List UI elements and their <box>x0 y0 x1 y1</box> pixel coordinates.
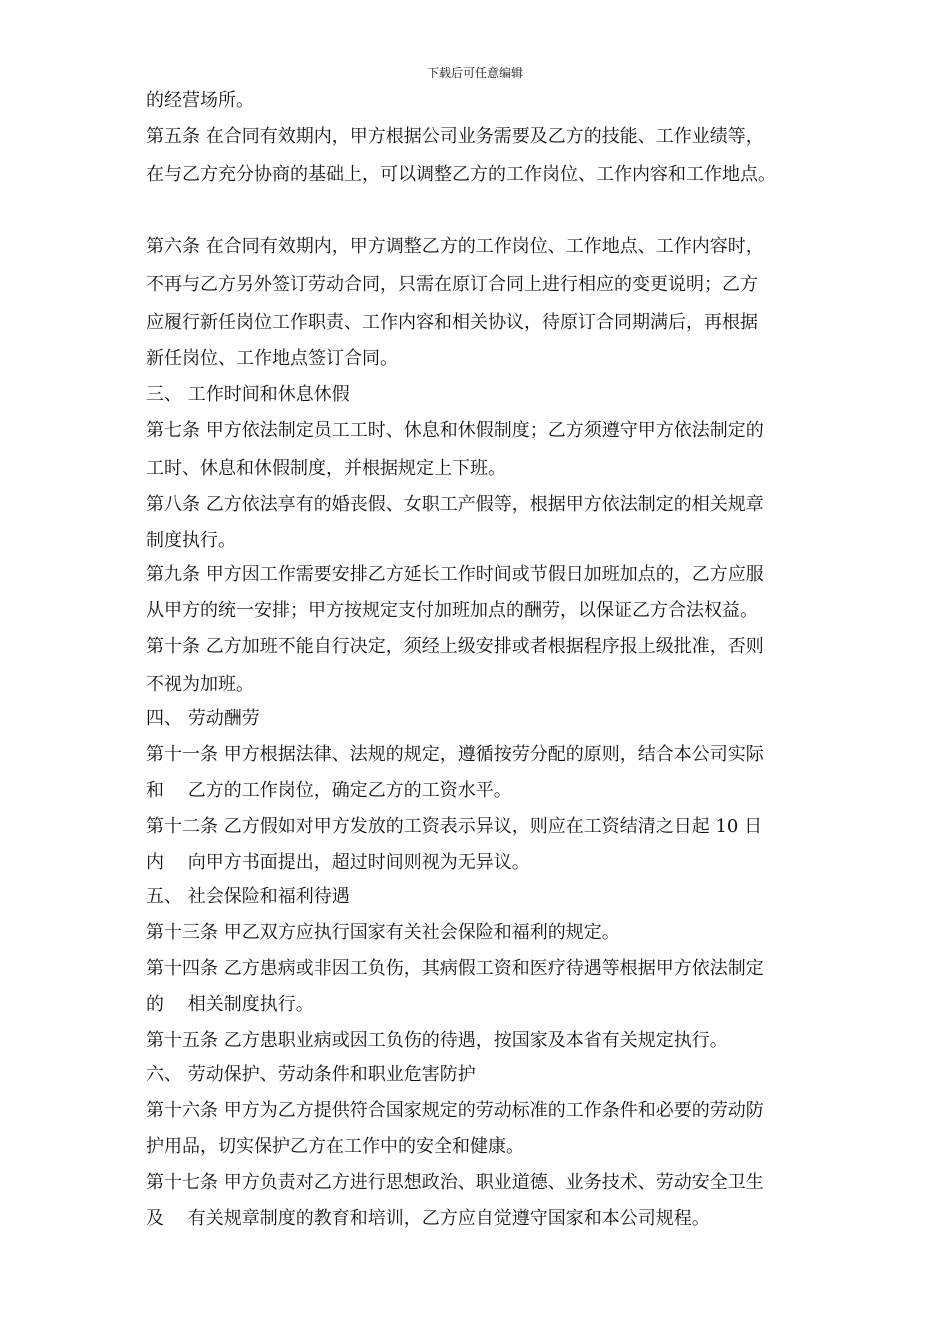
text-line: 的 相关制度执行。 <box>146 994 314 1015</box>
text-line: 第六条 在合同有效期内，甲方调整乙方的工作岗位、工作地点、工作内容时， <box>146 236 764 257</box>
text-line: 第五条 在合同有效期内，甲方根据公司业务需要及乙方的技能、工作业绩等， <box>146 126 764 147</box>
text-line: 的经营场所。 <box>146 90 254 111</box>
text-line: 不再与乙方另外签订劳动合同，只需在原订合同上进行相应的变更说明；乙方 <box>146 274 758 295</box>
text-line: 第八条 乙方依法享有的婚丧假、女职工产假等，根据甲方依法制定的相关规章 <box>146 494 764 515</box>
text-line: 从甲方的统一安排；甲方按规定支付加班加点的酬劳，以保证乙方合法权益。 <box>146 600 758 621</box>
text-line: 新任岗位、工作地点签订合同。 <box>146 348 398 369</box>
text-line: 第十二条 乙方假如对甲方发放的工资表示异议，则应在工资结清之日起 10 日 <box>146 816 763 837</box>
text-line: 第十六条 甲方为乙方提供符合国家规定的劳动标准的工作条件和必要的劳动防 <box>146 1100 764 1121</box>
section-heading: 三、 工作时间和休息休假 <box>146 384 350 405</box>
text-line: 应履行新任岗位工作职责、工作内容和相关协议，待原订合同期满后，再根据 <box>146 312 758 333</box>
text-line: 第十七条 甲方负责对乙方进行思想政治、职业道德、业务技术、劳动安全卫生 <box>146 1172 764 1193</box>
text-line: 制度执行。 <box>146 530 236 551</box>
text-line: 护用品，切实保护乙方在工作中的安全和健康。 <box>146 1136 524 1157</box>
text-line: 不视为加班。 <box>146 674 254 695</box>
section-heading: 五、 社会保险和福利待遇 <box>146 886 350 907</box>
text-line: 第九条 甲方因工作需要安排乙方延长工作时间或节假日加班加点的，乙方应服 <box>146 564 764 585</box>
text-line: 第十四条 乙方患病或非因工负伤，其病假工资和医疗待遇等根据甲方依法制定 <box>146 958 764 979</box>
text-line: 内 向甲方书面提出，超过时间则视为无异议。 <box>146 852 530 873</box>
text-line: 第十条 乙方加班不能自行决定，须经上级安排或者根据程序报上级批准，否则 <box>146 636 764 657</box>
section-heading: 六、 劳动保护、劳动条件和职业危害防护 <box>146 1064 476 1085</box>
text-line: 第十一条 甲方根据法律、法规的规定，遵循按劳分配的原则，结合本公司实际 <box>146 744 764 765</box>
text-line: 及 有关规章制度的教育和培训，乙方应自觉遵守国家和本公司规程。 <box>146 1208 710 1229</box>
section-heading: 四、 劳动酬劳 <box>146 708 260 729</box>
text-line: 第七条 甲方依法制定员工工时、休息和休假制度；乙方须遵守甲方依法制定的 <box>146 420 764 441</box>
text-line: 在与乙方充分协商的基础上，可以调整乙方的工作岗位、工作内容和工作地点。 <box>146 164 776 185</box>
text-line: 和 乙方的工作岗位，确定乙方的工资水平。 <box>146 780 512 801</box>
text-line: 工时、休息和休假制度，并根据规定上下班。 <box>146 458 506 479</box>
page-header: 下载后可任意编辑 <box>426 66 523 80</box>
text-line: 第十三条 甲乙双方应执行国家有关社会保险和福利的规定。 <box>146 922 620 943</box>
text-line: 第十五条 乙方患职业病或因工负伤的待遇，按国家及本省有关规定执行。 <box>146 1030 728 1051</box>
